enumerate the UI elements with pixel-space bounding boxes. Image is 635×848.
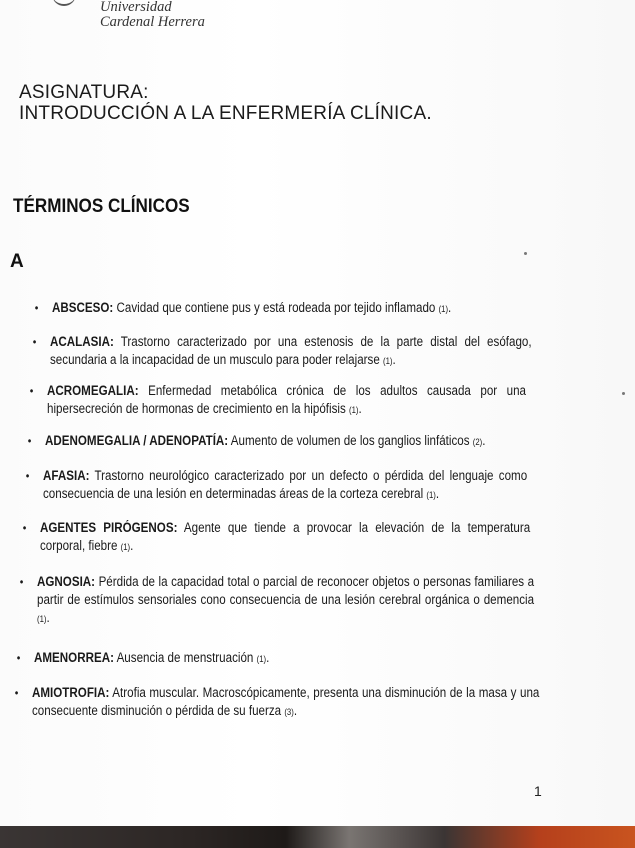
bullet-icon: • [19, 575, 24, 589]
term-entry: • AMIOTROFIA: Atrofia muscular. Macroscópicamente, presenta una disminución de la masa y una consecuente disminución o pérdida de su fuerza (3). [14, 685, 540, 718]
university-line-2: Cardenal Herrera [100, 14, 205, 30]
bullet-icon: • [14, 686, 19, 700]
bullet-icon: • [25, 469, 30, 483]
term-definition: Cavidad que contiene pus y está rodeada por tejido inflamado [113, 300, 439, 315]
term-name: ADENOMEGALIA / ADENOPATÍA: [45, 433, 229, 448]
term-reference: (2) [472, 437, 483, 447]
term-name: ACROMEGALIA: [47, 383, 139, 398]
bullet-icon: • [27, 434, 32, 448]
letter-heading: A [10, 251, 24, 272]
term-entry: • AGENTES PIRÓGENOS: Agente que tiende a provocar la elevación de la temperatura corporal, fiebre (1). [22, 520, 531, 553]
term-definition: Pérdida de la capacidad total o parcial de reconocer objetos o personas familiares a partir de estímulos sensoriales cono consecuencia de una lesión cerebral orgánica o demencia [37, 574, 535, 607]
term-entry: • ADENOMEGALIA / ADENOPATÍA: Aumento de volumen de los ganglios linfáticos (2). [27, 433, 486, 448]
term-definition: Aumento de volumen de los ganglios linfáticos [228, 433, 473, 448]
term-entry: • ACROMEGALIA: Enfermedad metabólica crónica de los adultos causada por una hipersecreción de hormonas de crecimiento en la hipófisis (1). [29, 383, 527, 416]
term-entry: • ACALASIA: Trastorno caracterizado por una estenosis de la parte distal del esófago, secundaria a la incapacidad de un musculo para poder relajarse (1). [32, 334, 532, 367]
section-title: TÉRMINOS CLÍNICOS [13, 196, 190, 217]
term-definition: Agente que tiende a provocar la elevación de la temperatura corporal, fiebre [40, 520, 531, 553]
term-name: AMENORREA: [34, 650, 114, 665]
term-definition: Enfermedad metabólica crónica de los adultos causada por una hipersecreción de hormonas de crecimiento en la hipófisis [47, 383, 527, 416]
term-name: AGENTES PIRÓGENOS: [40, 520, 178, 535]
university-name [100, 0, 205, 30]
term-entry: • ABSCESO: Cavidad que contiene pus y está rodeada por tejido inflamado (1). [34, 300, 452, 315]
term-definition: Ausencia de menstruación [113, 650, 257, 665]
term-entry: • AGNOSIA: Pérdida de la capacidad total o parcial de reconocer objetos o personas familiares a partir de estímulos sensoriales cono consecuencia de una lesión cerebral orgánica o demencia (1). [19, 574, 535, 625]
term-definition: Atrofia muscular. Macroscópicamente, presenta una disminución de la masa y una consecuente disminución o pérdida de su fuerza [32, 685, 540, 718]
term-name: ACALASIA: [50, 334, 114, 349]
term-reference: (1) [383, 356, 393, 366]
term-reference: (1) [426, 490, 436, 500]
scan-speck [524, 252, 527, 255]
university-line-1: Universidad [100, 0, 172, 15]
scan-speck [622, 392, 625, 395]
term-entry: • AFASIA: Trastorno neurológico caracterizado por un defecto o pérdida del lenguaje como consecuencia de una lesión en determinadas áreas de la corteza cerebral (1). [25, 468, 528, 501]
term-name: AFASIA: [43, 468, 90, 483]
term-name: ABSCESO: [52, 300, 114, 315]
term-reference: (1) [120, 542, 131, 552]
term-name: AMIOTROFIA: [32, 685, 110, 700]
bullet-icon: • [29, 384, 34, 398]
term-reference: (3) [284, 707, 294, 717]
term-reference: (1) [37, 614, 47, 624]
term-entry: • AMENORREA: Ausencia de menstruación (1). [16, 650, 270, 665]
term-definition: Trastorno caracterizado por una estenosis de la parte distal del esófago, secundaria a la incapacidad de un musculo para poder relajarse [50, 334, 532, 367]
subject-title: INTRODUCCIÓN A LA ENFERMERÍA CLÍNICA. [19, 103, 432, 124]
term-reference: (1) [349, 405, 359, 415]
scan-background-edge [0, 826, 635, 848]
term-name: AGNOSIA: [37, 574, 96, 589]
bullet-icon: • [32, 335, 37, 349]
term-reference: (1) [438, 304, 449, 314]
university-logo [52, 0, 76, 6]
subject-block [19, 82, 432, 124]
bullet-icon: • [22, 521, 27, 535]
subject-label: ASIGNATURA: [19, 82, 149, 103]
bullet-icon: • [16, 651, 21, 665]
bullet-icon: • [34, 301, 39, 315]
term-definition: Trastorno neurológico caracterizado por un defecto o pérdida del lenguaje como consecuencia de una lesión en determinadas áreas de la corteza cerebral [43, 468, 528, 501]
term-reference: (1) [256, 654, 267, 664]
page-number: 1 [534, 783, 542, 799]
